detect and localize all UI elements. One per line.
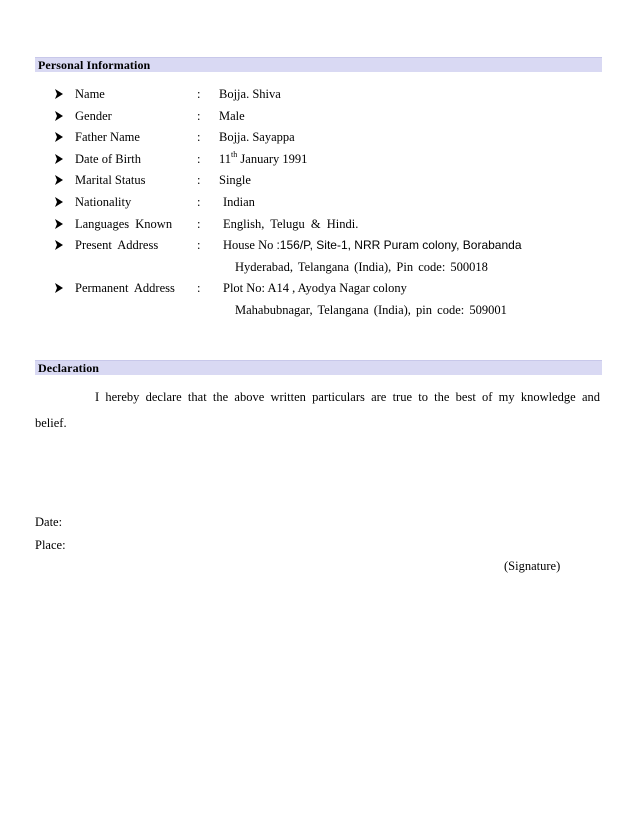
arrow-bullet-icon — [54, 85, 66, 103]
declaration-heading-bar — [35, 360, 602, 375]
field-separator: : — [197, 195, 201, 209]
personal-info-heading: Personal Information — [38, 58, 151, 72]
field-separator: : — [197, 281, 201, 295]
dob-month-year: January 1991 — [240, 152, 308, 166]
field-value: Bojja. Shiva — [219, 87, 281, 101]
arrow-bullet-icon — [54, 215, 66, 233]
field-value: Male — [219, 109, 245, 123]
field-separator: : — [197, 152, 201, 166]
declaration-text: I hereby declare that the above written particulars are true to the best of my knowledge and belief. — [35, 390, 600, 430]
field-label: Name — [75, 87, 105, 101]
field-separator: : — [197, 130, 201, 144]
personal-info-heading-bar — [35, 57, 602, 72]
field-value — [223, 236, 522, 254]
field-label: Date of Birth — [75, 152, 141, 166]
field-value: Single — [219, 173, 251, 187]
place-label: Place: — [35, 538, 66, 552]
field-label: Languages Known — [75, 217, 173, 231]
arrow-bullet-icon — [54, 236, 66, 254]
date-label: Date: — [35, 515, 63, 529]
signature-label: (Signature) — [504, 559, 561, 573]
field-value: Plot No: A14 , Ayodya Nagar colony — [223, 281, 407, 295]
field-value: Indian — [223, 195, 255, 209]
field-separator: : — [197, 87, 201, 101]
arrow-bullet-icon — [54, 193, 66, 211]
permanent-address-line2: Mahabubnagar, Telangana (India), pin code: 509001 — [235, 303, 507, 317]
field-label: Nationality — [75, 195, 132, 209]
field-label: Marital Status — [75, 173, 146, 187]
field-separator: : — [197, 217, 201, 231]
dob-day-suffix: th — [231, 149, 238, 159]
field-label: Present Address — [75, 238, 159, 252]
field-value: Bojja. Sayappa — [219, 130, 295, 144]
field-separator: : — [197, 109, 201, 123]
field-separator: : — [197, 173, 201, 187]
arrow-bullet-icon — [54, 107, 66, 125]
dob-day: 11 — [219, 152, 232, 166]
field-label: Father Name — [75, 130, 140, 144]
field-label: Permanent Address — [75, 281, 175, 295]
present-address-prefix: House No — [223, 238, 277, 252]
field-value — [219, 150, 307, 168]
present-address-line1: :156/P, Site-1, NRR Puram colony, Borabanda — [276, 238, 522, 252]
present-address-line2: Hyderabad, Telangana (India), Pin code: 500018 — [235, 260, 488, 274]
arrow-bullet-icon — [54, 128, 66, 146]
field-label: Gender — [75, 109, 112, 123]
declaration-heading: Declaration — [38, 361, 100, 375]
arrow-bullet-icon — [54, 150, 66, 168]
field-separator: : — [197, 238, 201, 252]
field-value: English, Telugu & Hindi. — [223, 217, 359, 231]
arrow-bullet-icon — [54, 171, 66, 189]
arrow-bullet-icon — [54, 279, 66, 297]
